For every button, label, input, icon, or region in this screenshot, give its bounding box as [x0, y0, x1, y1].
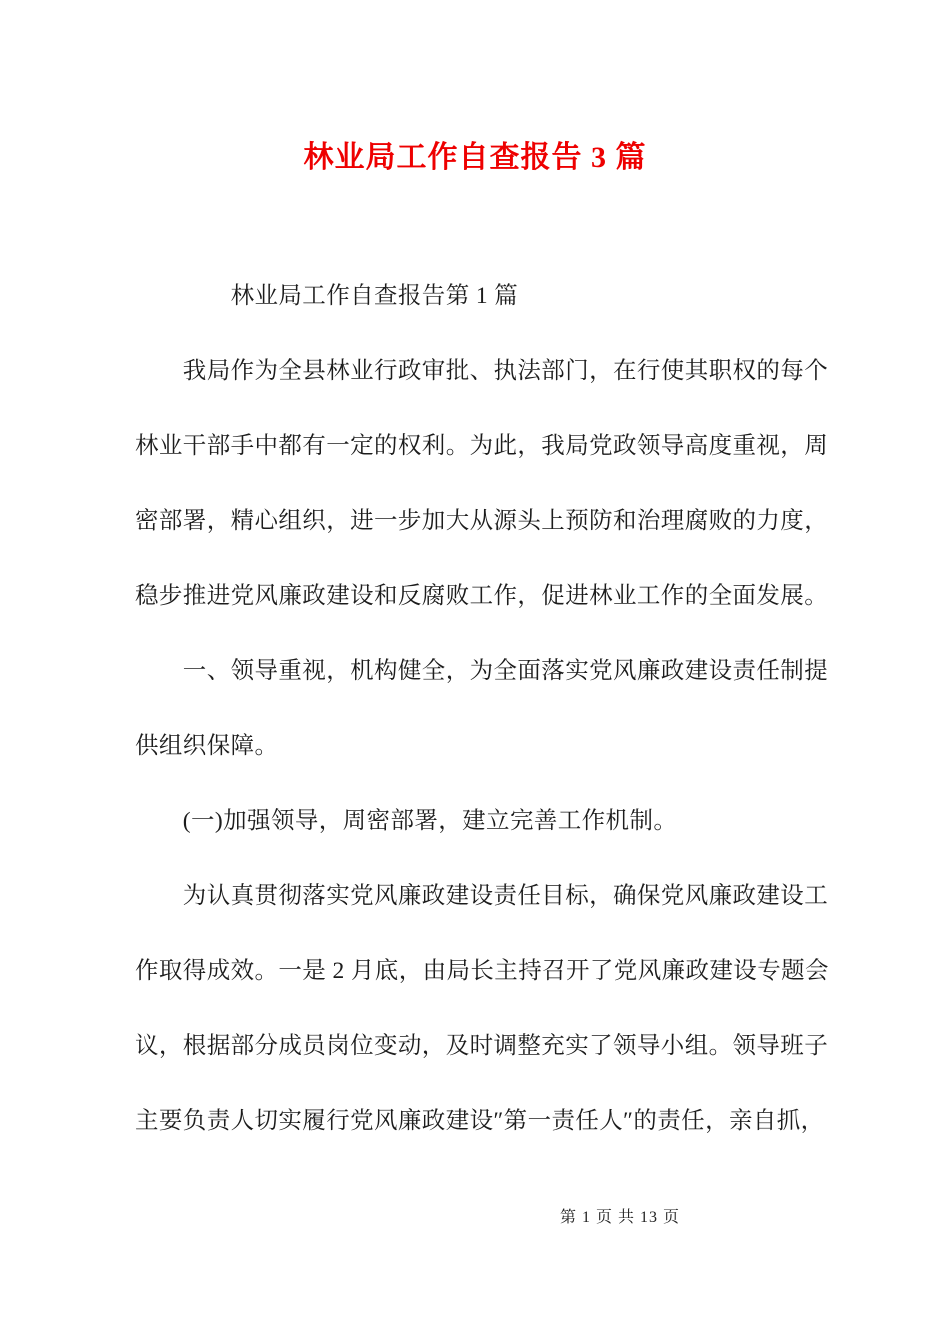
text-line: 一、领导重视，机构健全，为全面落实党风廉政建设责任制提 — [135, 658, 829, 684]
text-line: 密部署，精心组织，进一步加大从源头上预防和治理腐败的力度， — [135, 508, 829, 534]
text-line: 议，根据部分成员岗位变动，及时调整充实了领导小组。领导班子 — [135, 1033, 829, 1059]
text-line: 为认真贯彻落实党风廉政建设责任目标，确保党风廉政建设工 — [135, 883, 829, 909]
text-line: 主要负责人切实履行党风廉政建设″第一责任人″的责任，亲自抓， — [135, 1108, 825, 1134]
page-number-footer: 第 1 页 共 13 页 — [560, 1209, 681, 1226]
text-line: 供组织保障。 — [135, 733, 279, 759]
text-line: 林业干部手中都有一定的权利。为此，我局党政领导高度重视，周 — [135, 433, 829, 459]
subtitle-line: 林业局工作自查报告第 1 篇 — [135, 283, 519, 309]
text-line: 我局作为全县林业行政审批、执法部门，在行使其职权的每个 — [135, 358, 829, 384]
text-line: (一)加强领导，周密部署，建立完善工作机制。 — [135, 808, 678, 834]
text-line: 作取得成效。一是 2 月底，由局长主持召开了党风廉政建设专题会 — [135, 958, 829, 984]
page-title: 林业局工作自查报告 3 篇 — [303, 141, 647, 174]
text-line: 稳步推进党风廉政建设和反腐败工作，促进林业工作的全面发展。 — [135, 583, 829, 609]
document-body — [135, 259, 829, 1159]
